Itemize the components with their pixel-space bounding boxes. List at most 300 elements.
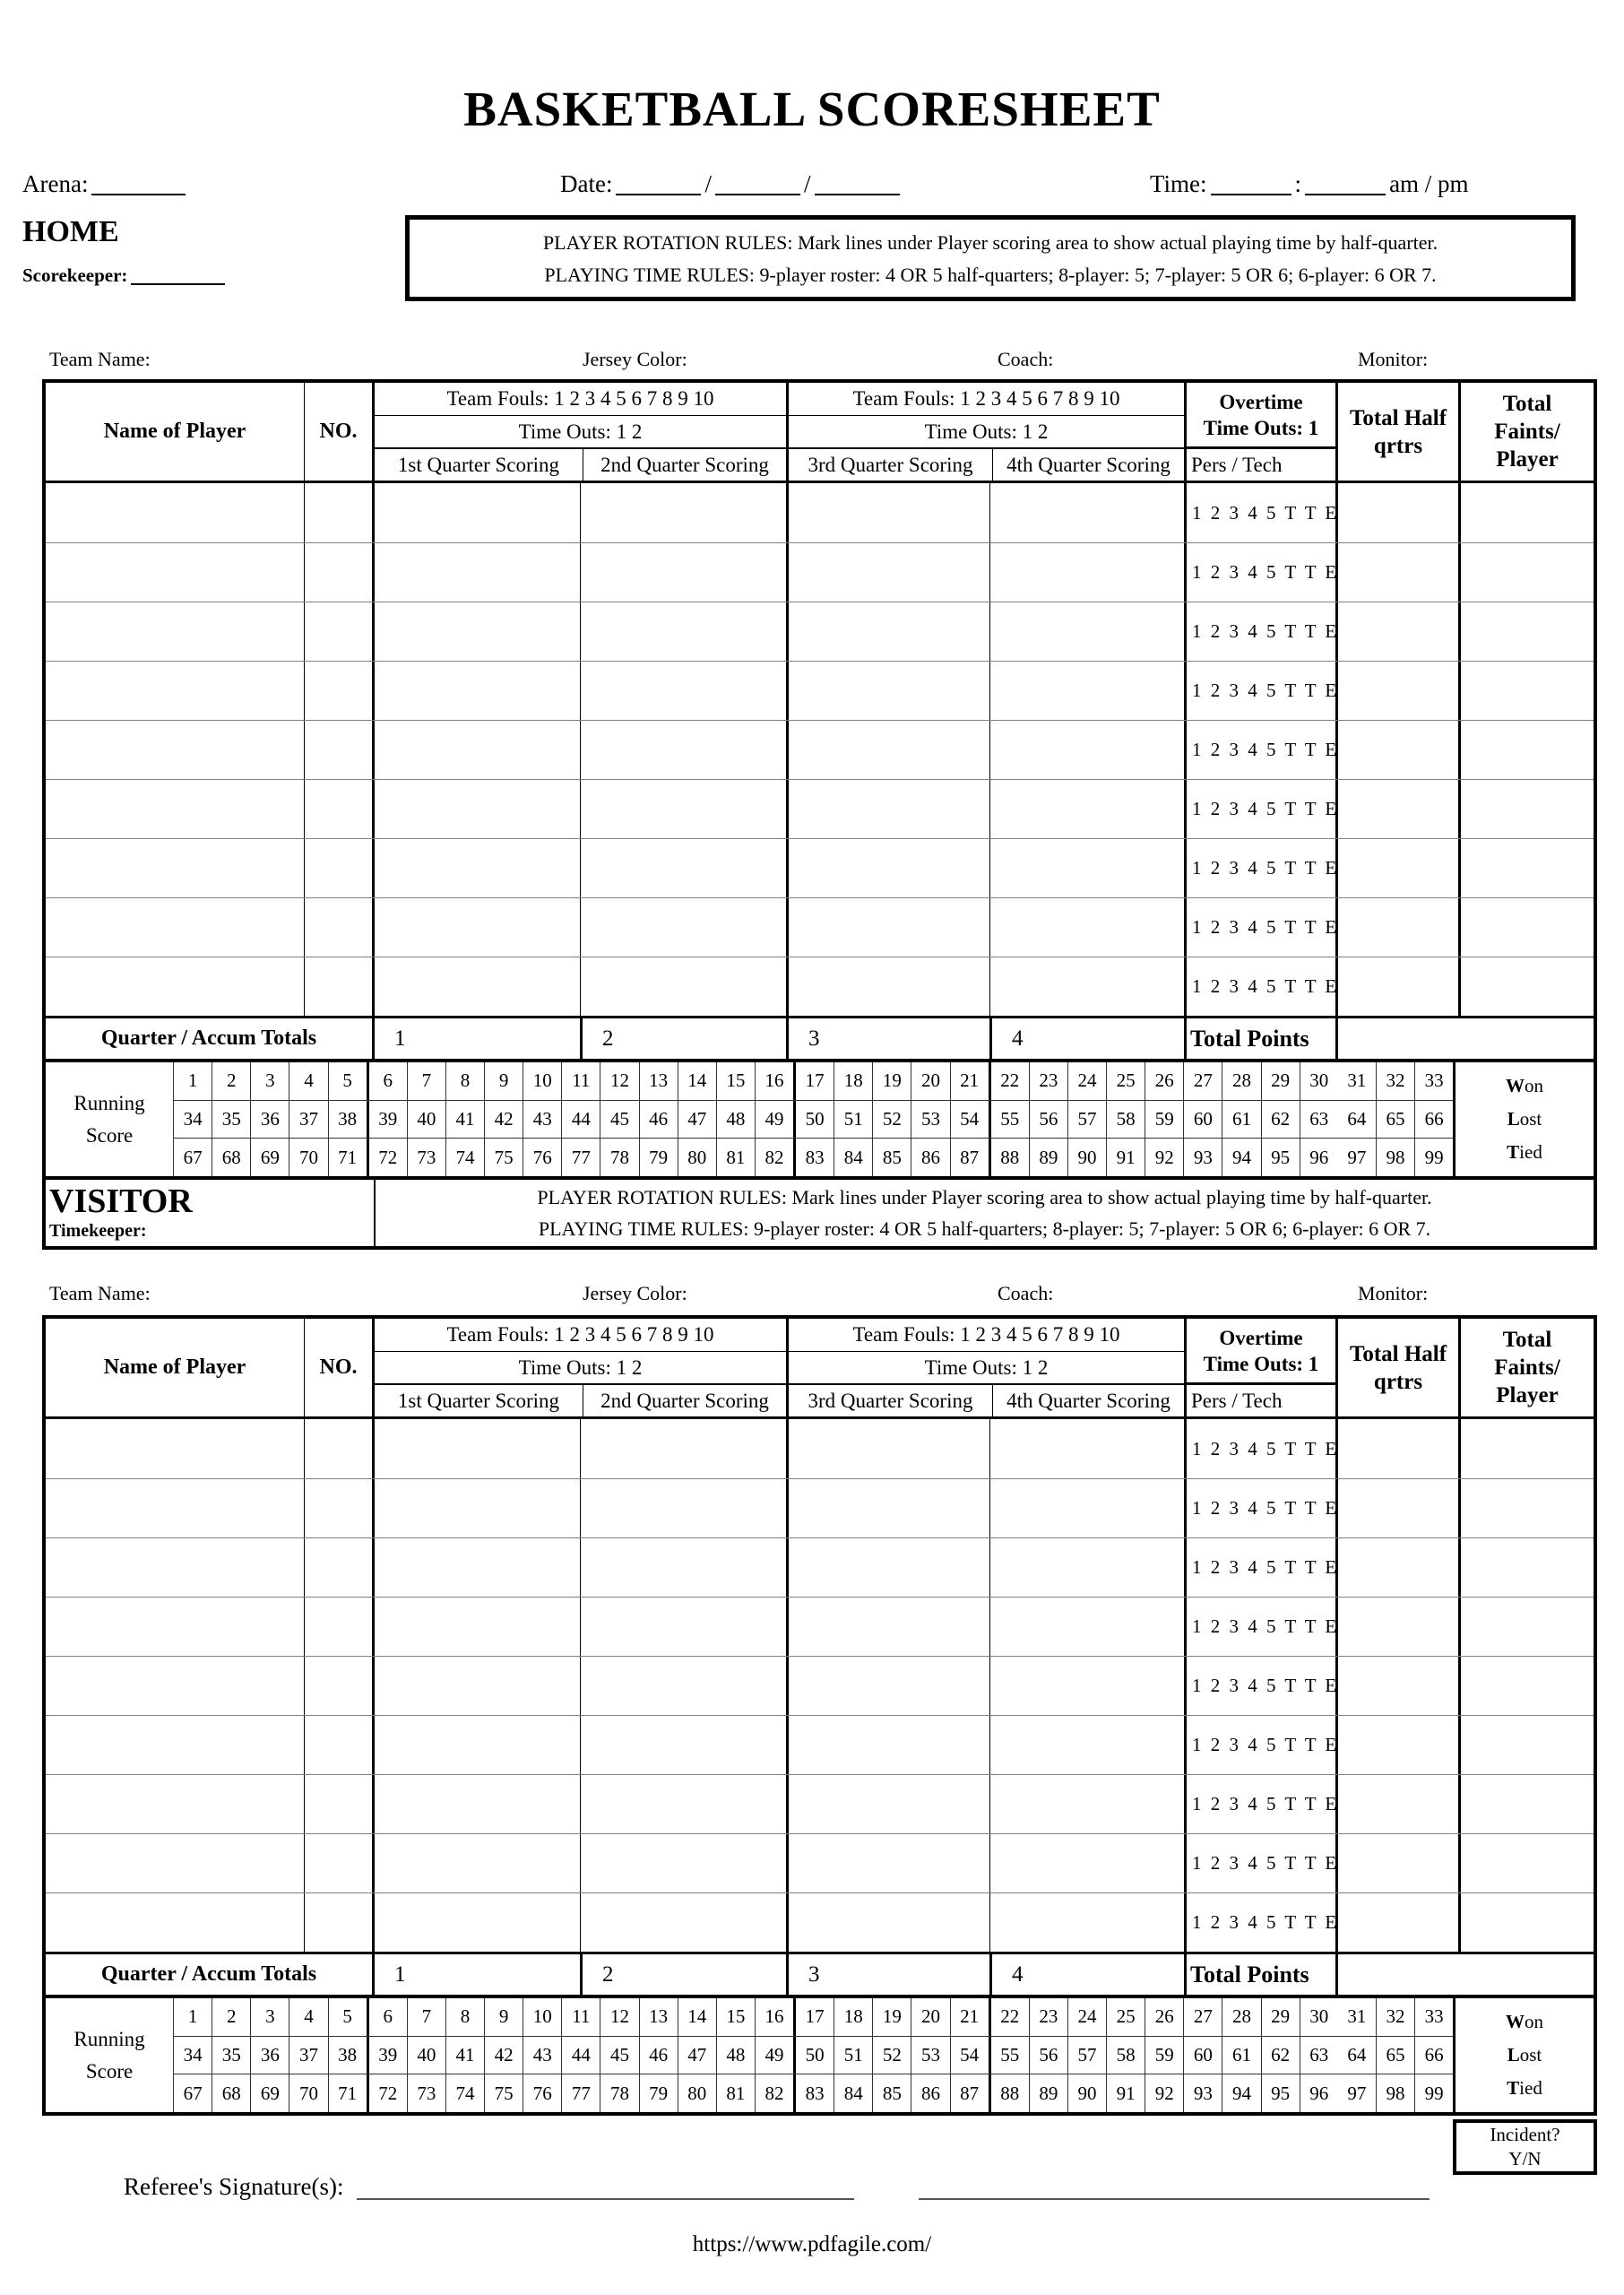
q1-scoring-cell[interactable] xyxy=(372,483,580,542)
running-score-number: 58 xyxy=(1106,1101,1145,1139)
q4-scoring-cell[interactable] xyxy=(989,1657,1184,1715)
player-number-cell[interactable] xyxy=(304,1834,372,1892)
running-score-number: 21 xyxy=(950,1998,989,2036)
q1-scoring-cell[interactable] xyxy=(372,1834,580,1892)
total-fouls-cell[interactable] xyxy=(1458,543,1594,602)
running-score-number: 48 xyxy=(716,1101,755,1139)
player-name-cell[interactable] xyxy=(46,1419,304,1478)
total-fouls-cell[interactable] xyxy=(1458,662,1594,720)
q4-scoring-cell[interactable] xyxy=(989,839,1184,897)
player-row xyxy=(46,838,1594,897)
q3-scoring-cell[interactable] xyxy=(786,898,989,957)
home-scorekeeper-field xyxy=(22,260,229,287)
q4-scoring-cell[interactable] xyxy=(989,1834,1184,1892)
player-number-cell[interactable] xyxy=(304,839,372,897)
running-score-number: 38 xyxy=(328,1101,367,1139)
q2-scoring-cell[interactable] xyxy=(580,1538,786,1597)
player-rotation-rules-text: PLAYER ROTATION RULES: Mark lines under Player scoring area to show actual playing time by half-quarter. xyxy=(537,1186,1432,1208)
arena-field xyxy=(22,170,189,198)
running-score-number: 34 xyxy=(183,1108,203,1130)
total-half-qrtrs-cell[interactable] xyxy=(1335,483,1458,542)
player-row xyxy=(46,1833,1594,1892)
personal-fouls-scale[interactable]: 1 2 3 4 5 T T E xyxy=(1184,1479,1335,1537)
q2-scoring-cell[interactable] xyxy=(580,839,786,897)
q2-scoring-cell[interactable] xyxy=(580,1479,786,1537)
timekeeper-label: Timekeeper: xyxy=(49,1221,147,1241)
q4-scoring-cell[interactable] xyxy=(989,1538,1184,1597)
player-name-cell[interactable] xyxy=(46,1538,304,1597)
q2-scoring-cell[interactable] xyxy=(580,1834,786,1892)
q3-scoring-cell[interactable] xyxy=(786,1834,989,1892)
time-hour-input-line[interactable] xyxy=(1211,170,1291,195)
q3-scoring-cell[interactable] xyxy=(786,1775,989,1833)
total-fouls-cell[interactable] xyxy=(1458,780,1594,838)
date-year-input-line[interactable] xyxy=(815,170,900,195)
personal-fouls-scale[interactable]: 1 2 3 4 5 T T E xyxy=(1184,1538,1335,1597)
running-score-number: 28 xyxy=(1222,1998,1260,2036)
time-outs-header-1st-half: Time Outs: 1 2 xyxy=(375,416,786,449)
running-score-number: 50 xyxy=(793,1101,834,1139)
running-score-number: 10 xyxy=(523,1062,561,1100)
q2-scoring-cell[interactable] xyxy=(580,1419,786,1478)
q1-scoring-cell[interactable] xyxy=(372,662,580,720)
player-name-cell[interactable] xyxy=(46,1657,304,1715)
personal-fouls-scale[interactable]: 1 2 3 4 5 T T E xyxy=(1184,1598,1335,1656)
running-score-number: 12 xyxy=(600,1062,638,1100)
running-score-number: 35 xyxy=(212,2037,250,2074)
total-fouls-cell[interactable] xyxy=(1458,1479,1594,1537)
q1-scoring-cell[interactable] xyxy=(372,1775,580,1833)
total-fouls-per-player-header: Total Faints/ Player xyxy=(1458,1319,1594,1416)
team-fouls-header-1st-half: Team Fouls: 1 2 3 4 5 6 7 8 9 10 xyxy=(375,383,786,416)
incident-yn-label[interactable]: Y/N xyxy=(1508,2148,1542,2169)
running-score-number: 32 xyxy=(1376,1062,1414,1100)
personal-fouls-scale[interactable]: 1 2 3 4 5 T T E xyxy=(1184,1657,1335,1715)
table-header xyxy=(46,1319,1594,1419)
running-score-number: 28 xyxy=(1222,1062,1260,1100)
total-fouls-cell[interactable] xyxy=(1458,1775,1594,1833)
running-score-number: 12 xyxy=(600,1998,638,2036)
player-number-cell[interactable] xyxy=(304,1419,372,1478)
q3-total-cell[interactable]: 3 xyxy=(786,1018,989,1059)
player-number-cell[interactable] xyxy=(304,1538,372,1597)
running-score-number: 73 xyxy=(407,1139,445,1176)
q2-scoring-cell[interactable] xyxy=(580,1893,786,1952)
running-score-number: 26 xyxy=(1145,1062,1183,1100)
tied-label[interactable]: Tied xyxy=(1507,2077,1542,2099)
q2-scoring-cell[interactable] xyxy=(580,780,786,838)
total-half-qrtrs-cell[interactable] xyxy=(1335,1479,1458,1537)
lost-label[interactable]: Lost xyxy=(1507,1108,1542,1130)
overtime-timeouts-label: Time Outs: 1 xyxy=(1203,416,1319,439)
total-half-qrtrs-cell[interactable] xyxy=(1335,662,1458,720)
running-score-number: 70 xyxy=(289,1139,327,1176)
total-half-qrtrs-cell[interactable] xyxy=(1335,1598,1458,1656)
total-half-qrtrs-cell[interactable] xyxy=(1335,1893,1458,1952)
running-score-number: 14 xyxy=(678,1062,716,1100)
player-name-cell[interactable] xyxy=(46,1893,304,1952)
personal-fouls-scale[interactable]: 1 2 3 4 5 T T E xyxy=(1184,721,1335,779)
running-score-number: 21 xyxy=(950,1062,989,1100)
date-month-input-line[interactable] xyxy=(616,170,701,195)
running-score-number: 87 xyxy=(950,2074,989,2112)
date-day-input-line[interactable] xyxy=(715,170,800,195)
q3-scoring-cell[interactable] xyxy=(786,1538,989,1597)
total-points-value-cell[interactable] xyxy=(1335,1018,1594,1059)
total-half-qrtrs-cell[interactable] xyxy=(1335,1419,1458,1478)
player-number-cell[interactable] xyxy=(304,602,372,661)
q2-scoring-cell[interactable] xyxy=(580,543,786,602)
player-name-cell[interactable] xyxy=(46,483,304,542)
total-fouls-cell[interactable] xyxy=(1458,1538,1594,1597)
total-half-qrtrs-cell[interactable] xyxy=(1335,1538,1458,1597)
player-number-cell[interactable] xyxy=(304,1598,372,1656)
q2-scoring-cell[interactable] xyxy=(580,1775,786,1833)
q4-scoring-cell[interactable] xyxy=(989,662,1184,720)
site-url[interactable]: https://www.pdfagile.com/ xyxy=(692,2232,932,2256)
player-row xyxy=(46,957,1594,1016)
q2-total-cell[interactable]: 2 xyxy=(580,1018,786,1059)
q1-scoring-cell[interactable] xyxy=(372,1479,580,1537)
running-score-number: 79 xyxy=(639,1139,678,1176)
running-score-number: 88 xyxy=(989,2074,1029,2112)
personal-fouls-scale[interactable]: 1 2 3 4 5 T T E xyxy=(1184,1775,1335,1833)
q2-scoring-cell[interactable] xyxy=(580,662,786,720)
date-field xyxy=(560,170,903,198)
q4-scoring-cell[interactable] xyxy=(989,780,1184,838)
q3-total-cell[interactable]: 3 xyxy=(786,1954,989,1995)
running-score-number: 42 xyxy=(484,1101,523,1139)
q4-scoring-cell[interactable] xyxy=(989,1775,1184,1833)
lost-label[interactable]: Lost xyxy=(1507,2044,1542,2066)
personal-fouls-scale[interactable]: 1 2 3 4 5 T T E xyxy=(1184,1716,1335,1774)
q3-scoring-cell[interactable] xyxy=(786,957,989,1016)
q3-scoring-cell[interactable] xyxy=(786,1419,989,1478)
q4-total-cell[interactable]: 4 xyxy=(989,1954,1184,1995)
q2-scoring-cell[interactable] xyxy=(580,721,786,779)
running-score-number: 17 xyxy=(793,1998,834,2036)
running-score-number: 7 xyxy=(407,1062,445,1100)
running-score-number: 56 xyxy=(1029,2037,1067,2074)
personal-fouls-scale[interactable]: 1 2 3 4 5 T T E xyxy=(1184,898,1335,957)
running-score-number: 63 xyxy=(1300,2037,1338,2074)
name-of-player-header: Name of Player xyxy=(103,1355,246,1379)
total-fouls-cell[interactable] xyxy=(1458,1598,1594,1656)
running-score-number: 68 xyxy=(212,2074,250,2112)
total-fouls-cell[interactable] xyxy=(1458,1893,1594,1952)
running-score-number: 59 xyxy=(1145,1101,1183,1139)
running-score-number: 83 xyxy=(793,1139,834,1176)
q2-scoring-cell[interactable] xyxy=(580,483,786,542)
personal-fouls-scale[interactable]: 1 2 3 4 5 T T E xyxy=(1184,483,1335,542)
q4-scoring-header: 4th Quarter Scoring xyxy=(992,449,1184,481)
q4-scoring-cell[interactable] xyxy=(989,1598,1184,1656)
player-number-cell[interactable] xyxy=(304,1716,372,1774)
player-number-cell[interactable] xyxy=(304,1775,372,1833)
running-score-number: 44 xyxy=(561,1101,600,1139)
running-score-number: 41 xyxy=(445,2037,484,2074)
q1-scoring-cell[interactable] xyxy=(372,602,580,661)
visitor-label: VISITOR xyxy=(49,1182,193,1220)
player-number-cell[interactable] xyxy=(304,1479,372,1537)
total-fouls-cell[interactable] xyxy=(1458,1716,1594,1774)
q2-scoring-cell[interactable] xyxy=(580,1657,786,1715)
overtime-timeouts-label: Time Outs: 1 xyxy=(1203,1352,1319,1375)
q1-scoring-cell[interactable] xyxy=(372,1893,580,1952)
personal-fouls-scale[interactable]: 1 2 3 4 5 T T E xyxy=(1184,1834,1335,1892)
total-fouls-cell[interactable] xyxy=(1458,898,1594,957)
player-name-cell[interactable] xyxy=(46,721,304,779)
total-half-qrtrs-cell[interactable] xyxy=(1335,898,1458,957)
player-name-cell[interactable] xyxy=(46,1716,304,1774)
first-half-header-group xyxy=(372,383,786,481)
running-score-number: 66 xyxy=(1414,1101,1453,1139)
time-minute-input-line[interactable] xyxy=(1305,170,1386,195)
q2-scoring-cell[interactable] xyxy=(580,1716,786,1774)
q3-scoring-cell[interactable] xyxy=(786,1893,989,1952)
player-name-cell[interactable] xyxy=(46,1775,304,1833)
running-score-number: 26 xyxy=(1145,1998,1183,2036)
page-title: BASKETBALL SCORESHEET xyxy=(463,82,1161,136)
total-fouls-cell[interactable] xyxy=(1458,1657,1594,1715)
personal-fouls-scale[interactable]: 1 2 3 4 5 T T E xyxy=(1184,1893,1335,1952)
running-score-number: 55 xyxy=(989,2037,1029,2074)
player-number-cell[interactable] xyxy=(304,662,372,720)
table-header xyxy=(46,383,1594,483)
total-points-value-cell[interactable] xyxy=(1335,1954,1594,1995)
player-name-cell[interactable] xyxy=(46,1598,304,1656)
q1-scoring-cell[interactable] xyxy=(372,1657,580,1715)
total-fouls-cell[interactable] xyxy=(1458,721,1594,779)
q4-scoring-cell[interactable] xyxy=(989,1479,1184,1537)
q4-scoring-cell[interactable] xyxy=(989,543,1184,602)
running-score-number: 19 xyxy=(872,1062,911,1100)
running-score-number: 15 xyxy=(716,1062,755,1100)
total-fouls-cell[interactable] xyxy=(1458,483,1594,542)
personal-fouls-scale[interactable]: 1 2 3 4 5 T T E xyxy=(1184,957,1335,1016)
q3-scoring-cell[interactable] xyxy=(786,1716,989,1774)
tied-label[interactable]: Tied xyxy=(1507,1141,1542,1163)
playing-time-rules-text: PLAYING TIME RULES: 9-player roster: 4 OR 5 half-quarters; 8-player: 5; 7-player: 5 OR 6; 6-player: 6 OR 7. xyxy=(544,264,1437,286)
q4-scoring-cell[interactable] xyxy=(989,721,1184,779)
q4-scoring-cell[interactable] xyxy=(989,1419,1184,1478)
running-score-row xyxy=(174,1138,1453,1176)
running-score-number: 67 xyxy=(183,1146,203,1168)
player-name-cell[interactable] xyxy=(46,780,304,838)
running-score-number: 77 xyxy=(561,1139,600,1176)
q3-scoring-cell[interactable] xyxy=(786,839,989,897)
player-name-cell[interactable] xyxy=(46,839,304,897)
running-score-number: 56 xyxy=(1029,1101,1067,1139)
running-score-number: 57 xyxy=(1067,1101,1106,1139)
running-score-number: 64 xyxy=(1347,2044,1367,2066)
overtime-header-column xyxy=(1184,1319,1335,1416)
running-score-number: 92 xyxy=(1145,2074,1183,2112)
running-score-number: 97 xyxy=(1347,2082,1367,2104)
running-score-number: 58 xyxy=(1106,2037,1145,2074)
q1-scoring-cell[interactable] xyxy=(372,543,580,602)
running-score-number: 1 xyxy=(187,2005,198,2028)
q1-scoring-cell[interactable] xyxy=(372,898,580,957)
total-half-qrtrs-cell[interactable] xyxy=(1335,543,1458,602)
q1-scoring-cell[interactable] xyxy=(372,780,580,838)
ampm-label[interactable]: am / pm xyxy=(1389,170,1469,197)
q3-scoring-cell[interactable] xyxy=(786,1598,989,1656)
running-score-number: 94 xyxy=(1222,2074,1260,2112)
player-number-cell[interactable] xyxy=(304,1893,372,1952)
player-row xyxy=(46,1419,1594,1478)
running-score-number: 80 xyxy=(678,2074,716,2112)
total-half-qrtrs-cell[interactable] xyxy=(1335,780,1458,838)
running-score-number: 29 xyxy=(1261,1062,1300,1100)
personal-fouls-scale[interactable]: 1 2 3 4 5 T T E xyxy=(1184,780,1335,838)
player-name-cell[interactable] xyxy=(46,1479,304,1537)
referee-signature-line-1[interactable] xyxy=(357,2173,854,2200)
q4-scoring-cell[interactable] xyxy=(989,483,1184,542)
arena-input-line[interactable] xyxy=(91,170,186,195)
total-half-qrtrs-cell[interactable] xyxy=(1335,1775,1458,1833)
player-number-cell[interactable] xyxy=(304,957,372,1016)
q3-scoring-cell[interactable] xyxy=(786,662,989,720)
q1-scoring-cell[interactable] xyxy=(372,721,580,779)
q4-scoring-cell[interactable] xyxy=(989,602,1184,661)
personal-fouls-scale[interactable]: 1 2 3 4 5 T T E xyxy=(1184,839,1335,897)
q2-scoring-cell[interactable] xyxy=(580,1598,786,1656)
running-score-number: 93 xyxy=(1183,2074,1222,2112)
running-score-number: 10 xyxy=(523,1998,561,2036)
q2-scoring-cell[interactable] xyxy=(580,898,786,957)
won-label[interactable]: Won xyxy=(1506,1075,1543,1096)
running-score-number: 39 xyxy=(367,1101,407,1139)
q1-scoring-cell[interactable] xyxy=(372,1538,580,1597)
total-fouls-cell[interactable] xyxy=(1458,1834,1594,1892)
personal-fouls-scale[interactable]: 1 2 3 4 5 T T E xyxy=(1184,602,1335,661)
total-half-qrtrs-cell[interactable] xyxy=(1335,839,1458,897)
running-score-number: 93 xyxy=(1183,1139,1222,1176)
q2-scoring-cell[interactable] xyxy=(580,602,786,661)
player-name-cell[interactable] xyxy=(46,662,304,720)
visitor-jersey-color-label: Jersey Color: xyxy=(583,1282,687,1304)
visitor-band xyxy=(42,1180,1597,1250)
q3-scoring-cell[interactable] xyxy=(786,602,989,661)
running-score-number: 3 xyxy=(250,1998,289,2036)
running-score-number: 95 xyxy=(1261,1139,1300,1176)
scorekeeper-input-line[interactable] xyxy=(131,260,225,285)
running-score-number: 48 xyxy=(716,2037,755,2074)
q1-total-cell[interactable]: 1 xyxy=(372,1018,580,1059)
running-score-number: 30 xyxy=(1300,1062,1338,1100)
q1-scoring-cell[interactable] xyxy=(372,1598,580,1656)
running-score-row xyxy=(174,1062,1453,1100)
q4-scoring-cell[interactable] xyxy=(989,1893,1184,1952)
total-fouls-cell[interactable] xyxy=(1458,602,1594,661)
running-score-number: 1 xyxy=(187,1070,198,1092)
time-outs-header-2nd-half: Time Outs: 1 2 xyxy=(789,1352,1184,1385)
q4-scoring-cell[interactable] xyxy=(989,898,1184,957)
running-score-number: 5 xyxy=(328,1998,367,2036)
total-fouls-cell[interactable] xyxy=(1458,1419,1594,1478)
running-score-row xyxy=(174,2036,1453,2074)
running-score-number: 91 xyxy=(1106,1139,1145,1176)
q3-scoring-cell[interactable] xyxy=(786,780,989,838)
team-fouls-header-2nd-half: Team Fouls: 1 2 3 4 5 6 7 8 9 10 xyxy=(789,383,1184,416)
q1-scoring-header: 1st Quarter Scoring xyxy=(397,453,560,476)
player-name-cell[interactable] xyxy=(46,602,304,661)
total-half-qrtrs-cell[interactable] xyxy=(1335,1716,1458,1774)
running-score-number: 44 xyxy=(561,2037,600,2074)
q1-scoring-cell[interactable] xyxy=(372,1419,580,1478)
q4-scoring-cell[interactable] xyxy=(989,1716,1184,1774)
home-team-head xyxy=(22,213,229,287)
total-half-qrtrs-cell[interactable] xyxy=(1335,957,1458,1016)
q2-scoring-cell[interactable] xyxy=(580,957,786,1016)
referee-signature-label: Referee's Signature(s): xyxy=(124,2173,344,2200)
q1-scoring-cell[interactable] xyxy=(372,1716,580,1774)
running-score-number: 72 xyxy=(367,1139,407,1176)
q1-total-cell[interactable]: 1 xyxy=(372,1954,580,1995)
q1-scoring-cell[interactable] xyxy=(372,957,580,1016)
running-score-number: 95 xyxy=(1261,2074,1300,2112)
total-fouls-cell[interactable] xyxy=(1458,839,1594,897)
running-score-number: 23 xyxy=(1029,1062,1067,1100)
player-number-cell[interactable] xyxy=(304,1657,372,1715)
player-number-cell[interactable] xyxy=(304,898,372,957)
q4-scoring-cell[interactable] xyxy=(989,957,1184,1016)
player-number-cell[interactable] xyxy=(304,483,372,542)
player-number-cell[interactable] xyxy=(304,780,372,838)
running-score-number: 85 xyxy=(872,2074,911,2112)
q3-scoring-cell[interactable] xyxy=(786,1657,989,1715)
running-score-number: 90 xyxy=(1067,2074,1106,2112)
quarter-accum-totals-row xyxy=(46,1016,1594,1062)
player-number-cell[interactable] xyxy=(304,721,372,779)
q3-scoring-cell[interactable] xyxy=(786,1479,989,1537)
player-row xyxy=(46,661,1594,720)
q1-scoring-cell[interactable] xyxy=(372,839,580,897)
home-jersey-color-label: Jersey Color: xyxy=(583,348,687,370)
q3-scoring-cell[interactable] xyxy=(786,543,989,602)
player-name-cell[interactable] xyxy=(46,543,304,602)
total-half-qrtrs-cell[interactable] xyxy=(1335,1834,1458,1892)
running-score-number: 4 xyxy=(289,1998,327,2036)
q3-scoring-cell[interactable] xyxy=(786,483,989,542)
player-number-cell[interactable] xyxy=(304,543,372,602)
total-half-qrtrs-cell[interactable] xyxy=(1335,602,1458,661)
referee-signature-line-2[interactable] xyxy=(919,2173,1430,2200)
player-name-cell[interactable] xyxy=(46,1834,304,1892)
total-fouls-cell[interactable] xyxy=(1458,957,1594,1016)
running-score-number: 47 xyxy=(678,2037,716,2074)
player-row xyxy=(46,542,1594,602)
running-score-number: 2 xyxy=(212,1062,250,1100)
q2-total-cell[interactable]: 2 xyxy=(580,1954,786,1995)
q3-scoring-cell[interactable] xyxy=(786,721,989,779)
personal-fouls-scale[interactable]: 1 2 3 4 5 T T E xyxy=(1184,543,1335,602)
personal-fouls-scale[interactable]: 1 2 3 4 5 T T E xyxy=(1184,1419,1335,1478)
q4-total-cell[interactable]: 4 xyxy=(989,1018,1184,1059)
player-name-cell[interactable] xyxy=(46,898,304,957)
running-score-band xyxy=(46,1062,1594,1176)
won-label[interactable]: Won xyxy=(1506,2011,1543,2032)
running-score-number: 54 xyxy=(950,1101,989,1139)
total-half-qrtrs-cell[interactable] xyxy=(1335,721,1458,779)
visitor-coach-label: Coach: xyxy=(998,1282,1054,1304)
running-score-number: 46 xyxy=(639,1101,678,1139)
player-name-cell[interactable] xyxy=(46,957,304,1016)
personal-fouls-scale[interactable]: 1 2 3 4 5 T T E xyxy=(1184,662,1335,720)
running-score-number: 9 xyxy=(484,1998,523,2036)
total-half-qrtrs-cell[interactable] xyxy=(1335,1657,1458,1715)
